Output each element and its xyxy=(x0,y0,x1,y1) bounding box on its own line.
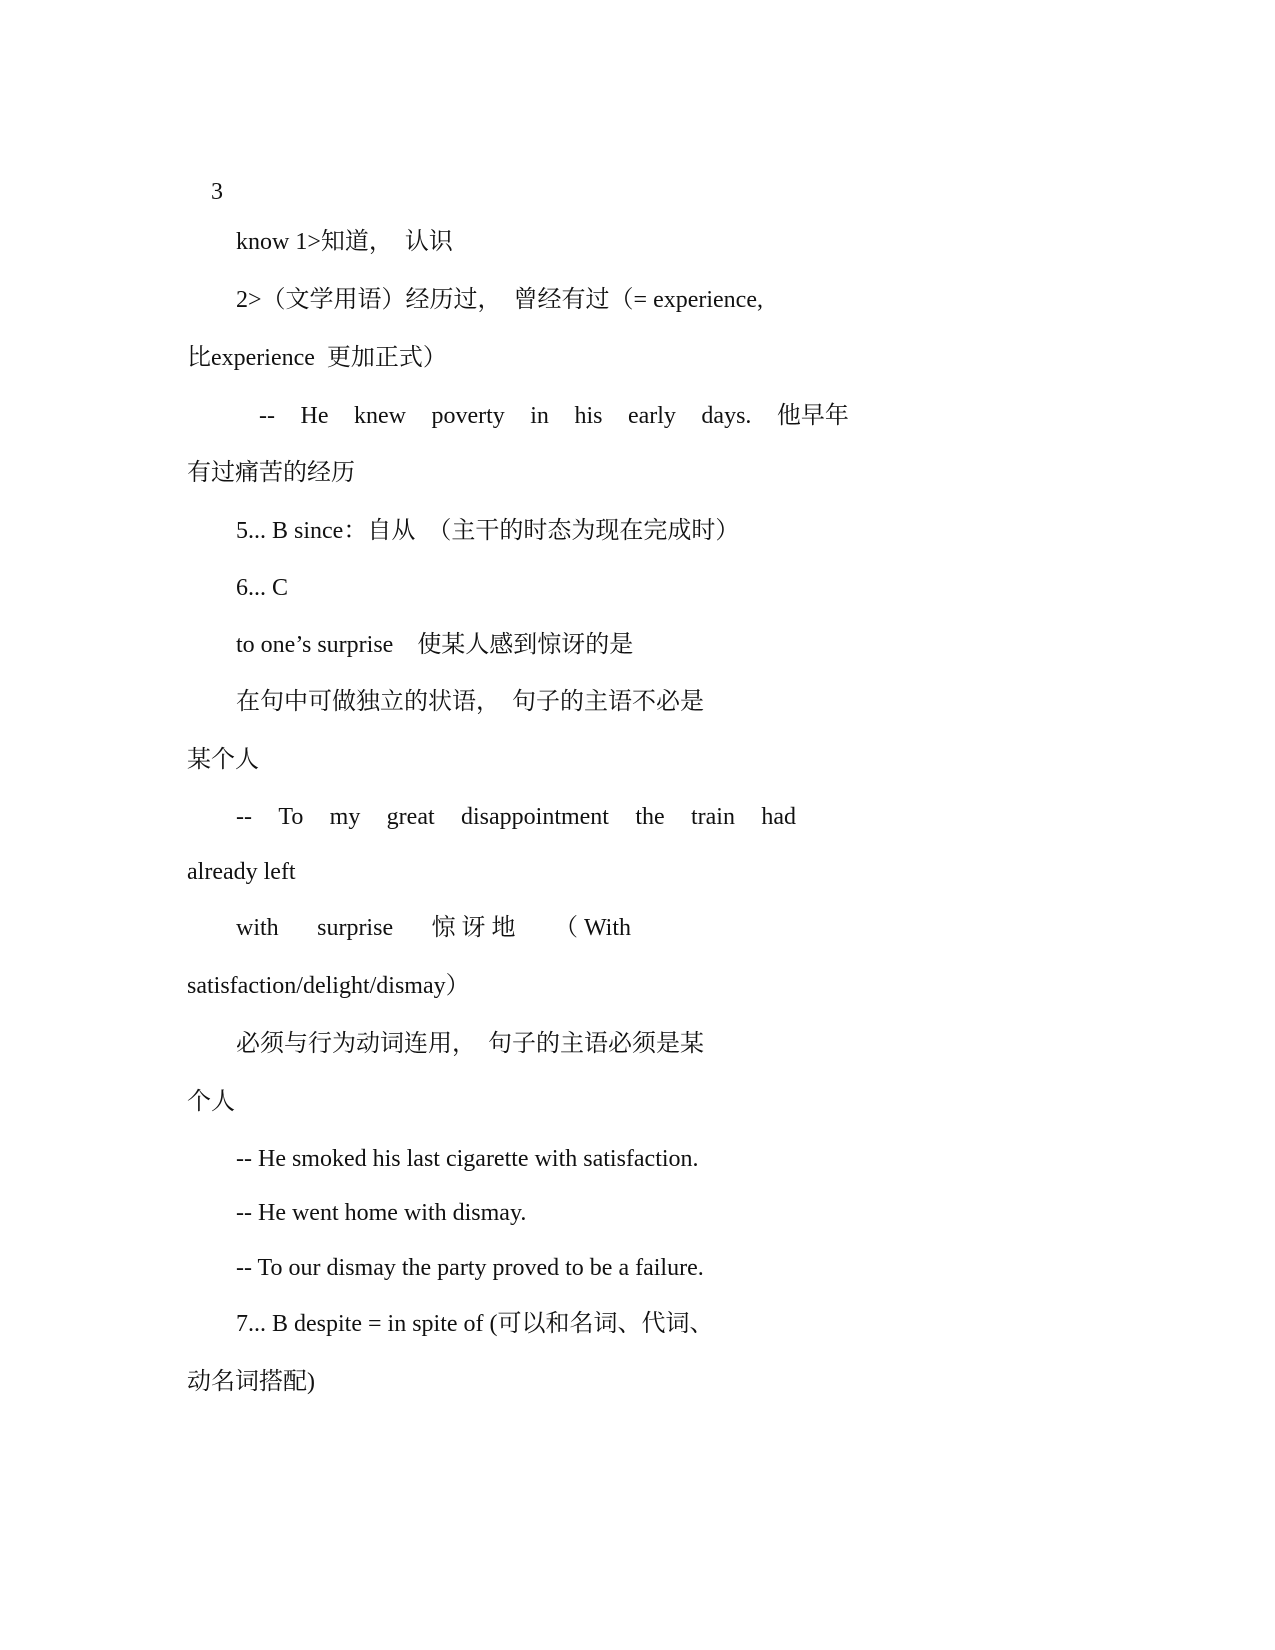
word: 惊 讶 地 xyxy=(431,915,516,941)
text-line: 必须与行为动词连用， 句子的主语必须是某 xyxy=(236,1031,704,1057)
text-line: already left xyxy=(187,859,296,885)
text-line: 在句中可做独立的状语， 句子的主语不必是 xyxy=(236,689,704,715)
word: He xyxy=(300,403,329,429)
word: in xyxy=(530,403,549,429)
word: disappointment xyxy=(460,804,609,830)
word: the xyxy=(635,804,665,830)
text-line xyxy=(236,913,631,943)
word: surprise xyxy=(317,915,394,941)
word: -- xyxy=(236,804,252,830)
word: poverty xyxy=(431,403,505,429)
word: great xyxy=(386,804,435,830)
word: had xyxy=(761,804,796,830)
text-line: 个人 xyxy=(187,1089,235,1115)
word: train xyxy=(690,804,735,830)
example-sentence: -- He smoked his last cigarette with satisfaction. xyxy=(236,1146,699,1172)
text-line: 2>（文学用语）经历过， 曾经有过（= experience, xyxy=(236,287,763,313)
example-sentence: -- To our dismay the party proved to be a failure. xyxy=(236,1255,704,1281)
text-line: 比experience 更加正式） xyxy=(187,345,447,371)
word: my xyxy=(329,804,361,830)
word: early xyxy=(627,403,676,429)
text-line: to one’s surprise 使某人感到惊讶的是 xyxy=(236,632,634,658)
text-line: 动名词搭配) xyxy=(187,1369,315,1395)
text-line: 某个人 xyxy=(187,747,259,773)
word: knew xyxy=(353,403,406,429)
word: -- xyxy=(259,403,275,429)
word: his xyxy=(574,403,603,429)
word: （ With xyxy=(553,915,631,941)
example-sentence: -- He went home with dismay. xyxy=(236,1200,527,1226)
word: days. xyxy=(701,403,752,429)
word: To xyxy=(278,804,304,830)
example-sentence xyxy=(236,802,796,832)
example-sentence xyxy=(259,401,849,431)
word: 他早年 xyxy=(776,403,849,429)
text-line: 5... B since：自从 （主干的时态为现在完成时） xyxy=(236,518,740,544)
text-line: 6... C xyxy=(236,575,289,601)
word: with xyxy=(236,915,279,941)
text-line: satisfaction/delight/dismay） xyxy=(187,973,470,999)
page-number: 3 xyxy=(211,179,223,205)
text-line: know 1>知道， 认识 xyxy=(236,229,453,255)
text-line: 有过痛苦的经历 xyxy=(187,460,355,486)
text-line: 7... B despite = in spite of (可以和名词、代词、 xyxy=(236,1311,714,1337)
